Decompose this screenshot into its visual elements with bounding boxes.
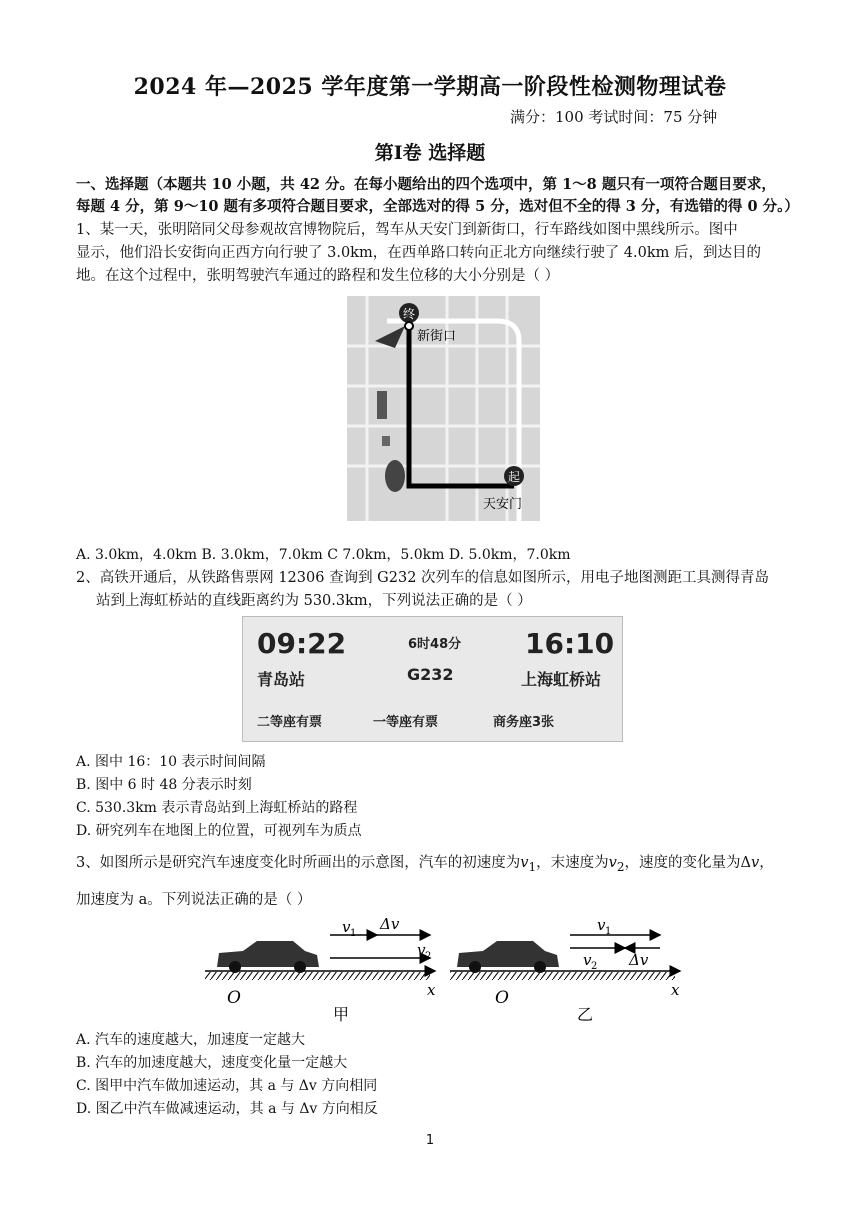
seat-second-class: 二等座有票 <box>257 715 323 730</box>
v2-sub-left: 2 <box>425 951 432 962</box>
end-marker-label: 终 <box>402 307 416 321</box>
seat-business-class: 商务座3张 <box>493 715 555 730</box>
v1-sub-right: 1 <box>605 926 612 937</box>
origin-left: O <box>227 988 241 1008</box>
axis-right: x <box>671 981 680 999</box>
q1-route-map <box>347 296 540 521</box>
q3-text-line2: 加速度为 a。下列说法正确的是（ ） <box>76 892 312 908</box>
q1-text-line2: 显示，他们沿长安街向正西方向行驶了 3.0km，在西单路口转向正北方向继续行驶了 4.0km 后，到达目的 <box>76 245 762 261</box>
q3-option-c: C. 图甲中汽车做加速运动，其 a 与 Δv 方向相同 <box>76 1078 378 1094</box>
v2-label-right: v <box>583 951 592 969</box>
label-jia: 甲 <box>333 1005 350 1024</box>
q3-text-line1: 3、如图所示是研究汽车速度变化时所画出的示意图，汽车的初速度为$v_1$，末速度为$v_2$，速度的变化量为Δv， <box>76 855 774 874</box>
v1-sub-left: 1 <box>350 928 357 939</box>
depart-time: 09:22 <box>257 627 347 660</box>
dv-label-right: Δv <box>629 951 649 969</box>
q3-option-d: D. 图乙中汽车做减速运动，其 a 与 Δv 方向相反 <box>76 1101 378 1117</box>
v1-label-left: v <box>342 918 351 936</box>
q2-option-a: A. 图中 16：10 表示时间间隔 <box>76 754 266 770</box>
page-number: 1 <box>425 1133 435 1148</box>
start-marker-label: 起 <box>507 470 521 484</box>
v2-label-left: v <box>417 941 426 959</box>
start-place-label: 天安门 <box>483 497 523 512</box>
q2-option-c: C. 530.3km 表示青岛站到上海虹桥站的路程 <box>76 800 358 816</box>
q3-option-b: B. 汽车的加速度越大，速度变化量一定越大 <box>76 1055 348 1071</box>
q2-option-b: B. 图中 6 时 48 分表示时刻 <box>76 777 252 793</box>
train-ticket-info <box>242 616 623 742</box>
exam-title: 2024 年—2025 学年度第一学期高一阶段性检测物理试卷 <box>133 74 727 100</box>
volume-heading: 第Ⅰ卷 选择题 <box>374 142 486 164</box>
to-station: 上海虹桥站 <box>521 670 602 689</box>
v1-label-right: v <box>597 916 606 934</box>
from-station: 青岛站 <box>257 670 306 689</box>
car-left <box>217 941 319 973</box>
q1-text-line3: 地。在这个过程中，张明驾驶汽车通过的路程和发生位移的大小分别是（ ） <box>76 268 560 284</box>
q1-text-line1: 1、某一天，张明陪同父母参观故宫博物院后，驾车从天安门到新街口，行车路线如图中黑线所示。图中 <box>76 222 738 238</box>
label-yi: 乙 <box>577 1005 594 1024</box>
v2-sub-right: 2 <box>591 961 598 972</box>
q2-text-line2: 站到上海虹桥站的直线距离约为 530.3km，下列说法正确的是（ ） <box>96 593 532 609</box>
q3-option-a: A. 汽车的速度越大，加速度一定越大 <box>76 1032 306 1048</box>
car-right <box>457 941 559 973</box>
q1-options: A. 3.0km，4.0km B. 3.0km，7.0km C 7.0km，5.0km D. 5.0km，7.0km <box>76 547 571 563</box>
q3-velocity-diagram <box>205 915 685 1025</box>
dv-label-left: Δv <box>380 915 400 933</box>
arrive-time: 16:10 <box>525 627 615 660</box>
q2-option-d: D. 研究列车在地图上的位置，可视列车为质点 <box>76 823 362 839</box>
seat-first-class: 一等座有票 <box>373 715 439 730</box>
section-instruction-line1: 一、选择题（本题共 10 小题，共 42 分。在每小题给出的四个选项中，第 1～8 题只有一项符合题目要求， <box>76 176 776 193</box>
train-number: G232 <box>407 665 454 684</box>
q2-text-line1: 2、高铁开通后，从铁路售票网 12306 查询到 G232 次列车的信息如图所示，用电子地图测距工具测得青岛 <box>76 570 770 586</box>
axis-left: x <box>427 981 436 999</box>
end-place-label: 新街口 <box>417 329 457 344</box>
trip-duration: 6时48分 <box>408 637 462 652</box>
origin-right: O <box>495 988 509 1008</box>
section-instruction-line2: 每题 4 分，第 9～10 题有多项符合题目要求，全部选对的得 5 分，选对但不全的得 3 分，有选错的得 0 分。） <box>76 198 799 215</box>
exam-meta: 满分：100 考试时间：75 分钟 <box>510 108 718 126</box>
